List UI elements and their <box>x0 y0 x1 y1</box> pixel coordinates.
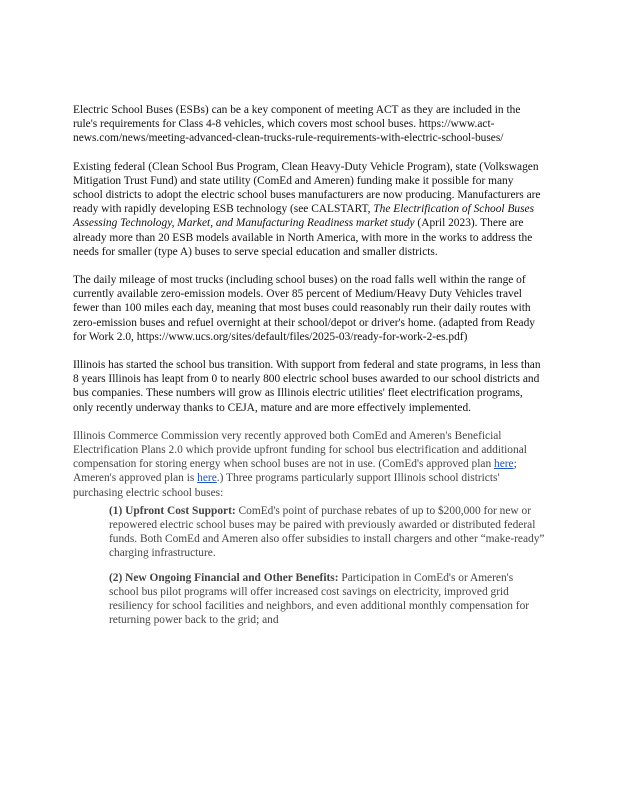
paragraph-icc-text-a: Illinois Commerce Commission very recently approved both ComEd and Ameren's Beneficial Electrification Plans 2.0 which provide upfront funding for school bus electrification and additional compensation for storing energy when school buses are not in use. (ComEd's approved plan <box>73 429 527 471</box>
program-list <box>109 504 545 628</box>
paragraph-illinois-transition <box>73 358 545 415</box>
paragraph-funding <box>73 160 545 259</box>
comed-plan-link[interactable]: here <box>494 458 514 471</box>
program-item-ongoing-body: Participation in ComEd's or Ameren's school bus pilot programs will offer increased cost savings on electricity, improved grid resiliency for school facilities and neighbors, and even additional monthly compensation for returning power back to the grid; and <box>109 571 530 627</box>
paragraph-illinois-transition-text: Illinois has started the school bus transition. With support from federal and state programs, in less than 8 years Illinois has leapt from 0 to nearly 800 electric school buses awarded to our school districts and bus companies. These numbers will grow as Illinois electric utilities' fleet electrification programs, only recently underway thanks to CEJA, mature and are more effectively implemented. <box>73 359 541 414</box>
document-page <box>73 103 545 638</box>
calstart-study-title: The Electrification of School Buses Assessing Technology, Market, and Manufacturing Readiness market study <box>73 203 535 230</box>
paragraph-esb-act-text: Electric School Buses (ESBs) can be a key component of meeting ACT as they are included in the rule's requirements for Class 4-8 vehicles, which covers most school buses. https://www.act-news.com/news/meeting-advanced-clean-trucks-rule-requirements-with-electric-school-buses/ <box>73 104 521 145</box>
paragraph-mileage <box>73 273 545 344</box>
paragraph-icc-text-b: ; Ameren's approved plan is <box>73 458 517 485</box>
paragraph-icc-approval <box>73 429 545 500</box>
paragraph-funding-text-b: (April 2023). There are already more than 20 ESB models available in North America, with more in the works to address the needs for smaller (type A) buses to serve special education and smaller districts. <box>73 217 533 258</box>
paragraph-funding-text-a: Existing federal (Clean School Bus Program, Clean Heavy-Duty Vehicle Program), state (Volkswagen Mitigation Trust Fund) and state utility (ComEd and Ameren) funding make it possible for many school districts to adopt the electric school buses manufacturers are now producing. Manufacturers are ready with rapidly developing ESB technology (see CALSTART, <box>73 160 541 216</box>
paragraph-icc-text-c: .) Three programs particularly support Illinois school districts' purchasing electric school buses: <box>73 472 500 499</box>
program-item-ongoing <box>109 571 545 628</box>
program-item-upfront-body: ComEd's point of purchase rebates of up to $200,000 for new or repowered electric school buses may be paired with previously awarded or distributed federal funds. Both ComEd and Ameren also offer subsidies to install chargers and other “make-ready” charging infrastructure. <box>109 504 545 560</box>
program-item-upfront <box>109 504 545 561</box>
program-item-ongoing-heading: (2) New Ongoing Financial and Other Benefits: <box>109 571 339 584</box>
ameren-plan-link[interactable]: here <box>197 472 217 485</box>
program-item-upfront-heading: (1) Upfront Cost Support: <box>109 504 236 517</box>
paragraph-esb-act <box>73 103 545 146</box>
paragraph-mileage-text: The daily mileage of most trucks (including school buses) on the road falls well within the range of currently available zero-emission models. Over 85 percent of Medium/Heavy Duty Vehicles travel fewer than 100 miles each day, meaning that most buses could reasonably run their daily routes with zero-emission buses and refuel overnight at their school/depot or driver's home. (adapted from Ready for Work 2.0, https://www.ucs.org/sites/default/files/2025-03/ready-for-work-2-es.pdf) <box>73 274 535 343</box>
